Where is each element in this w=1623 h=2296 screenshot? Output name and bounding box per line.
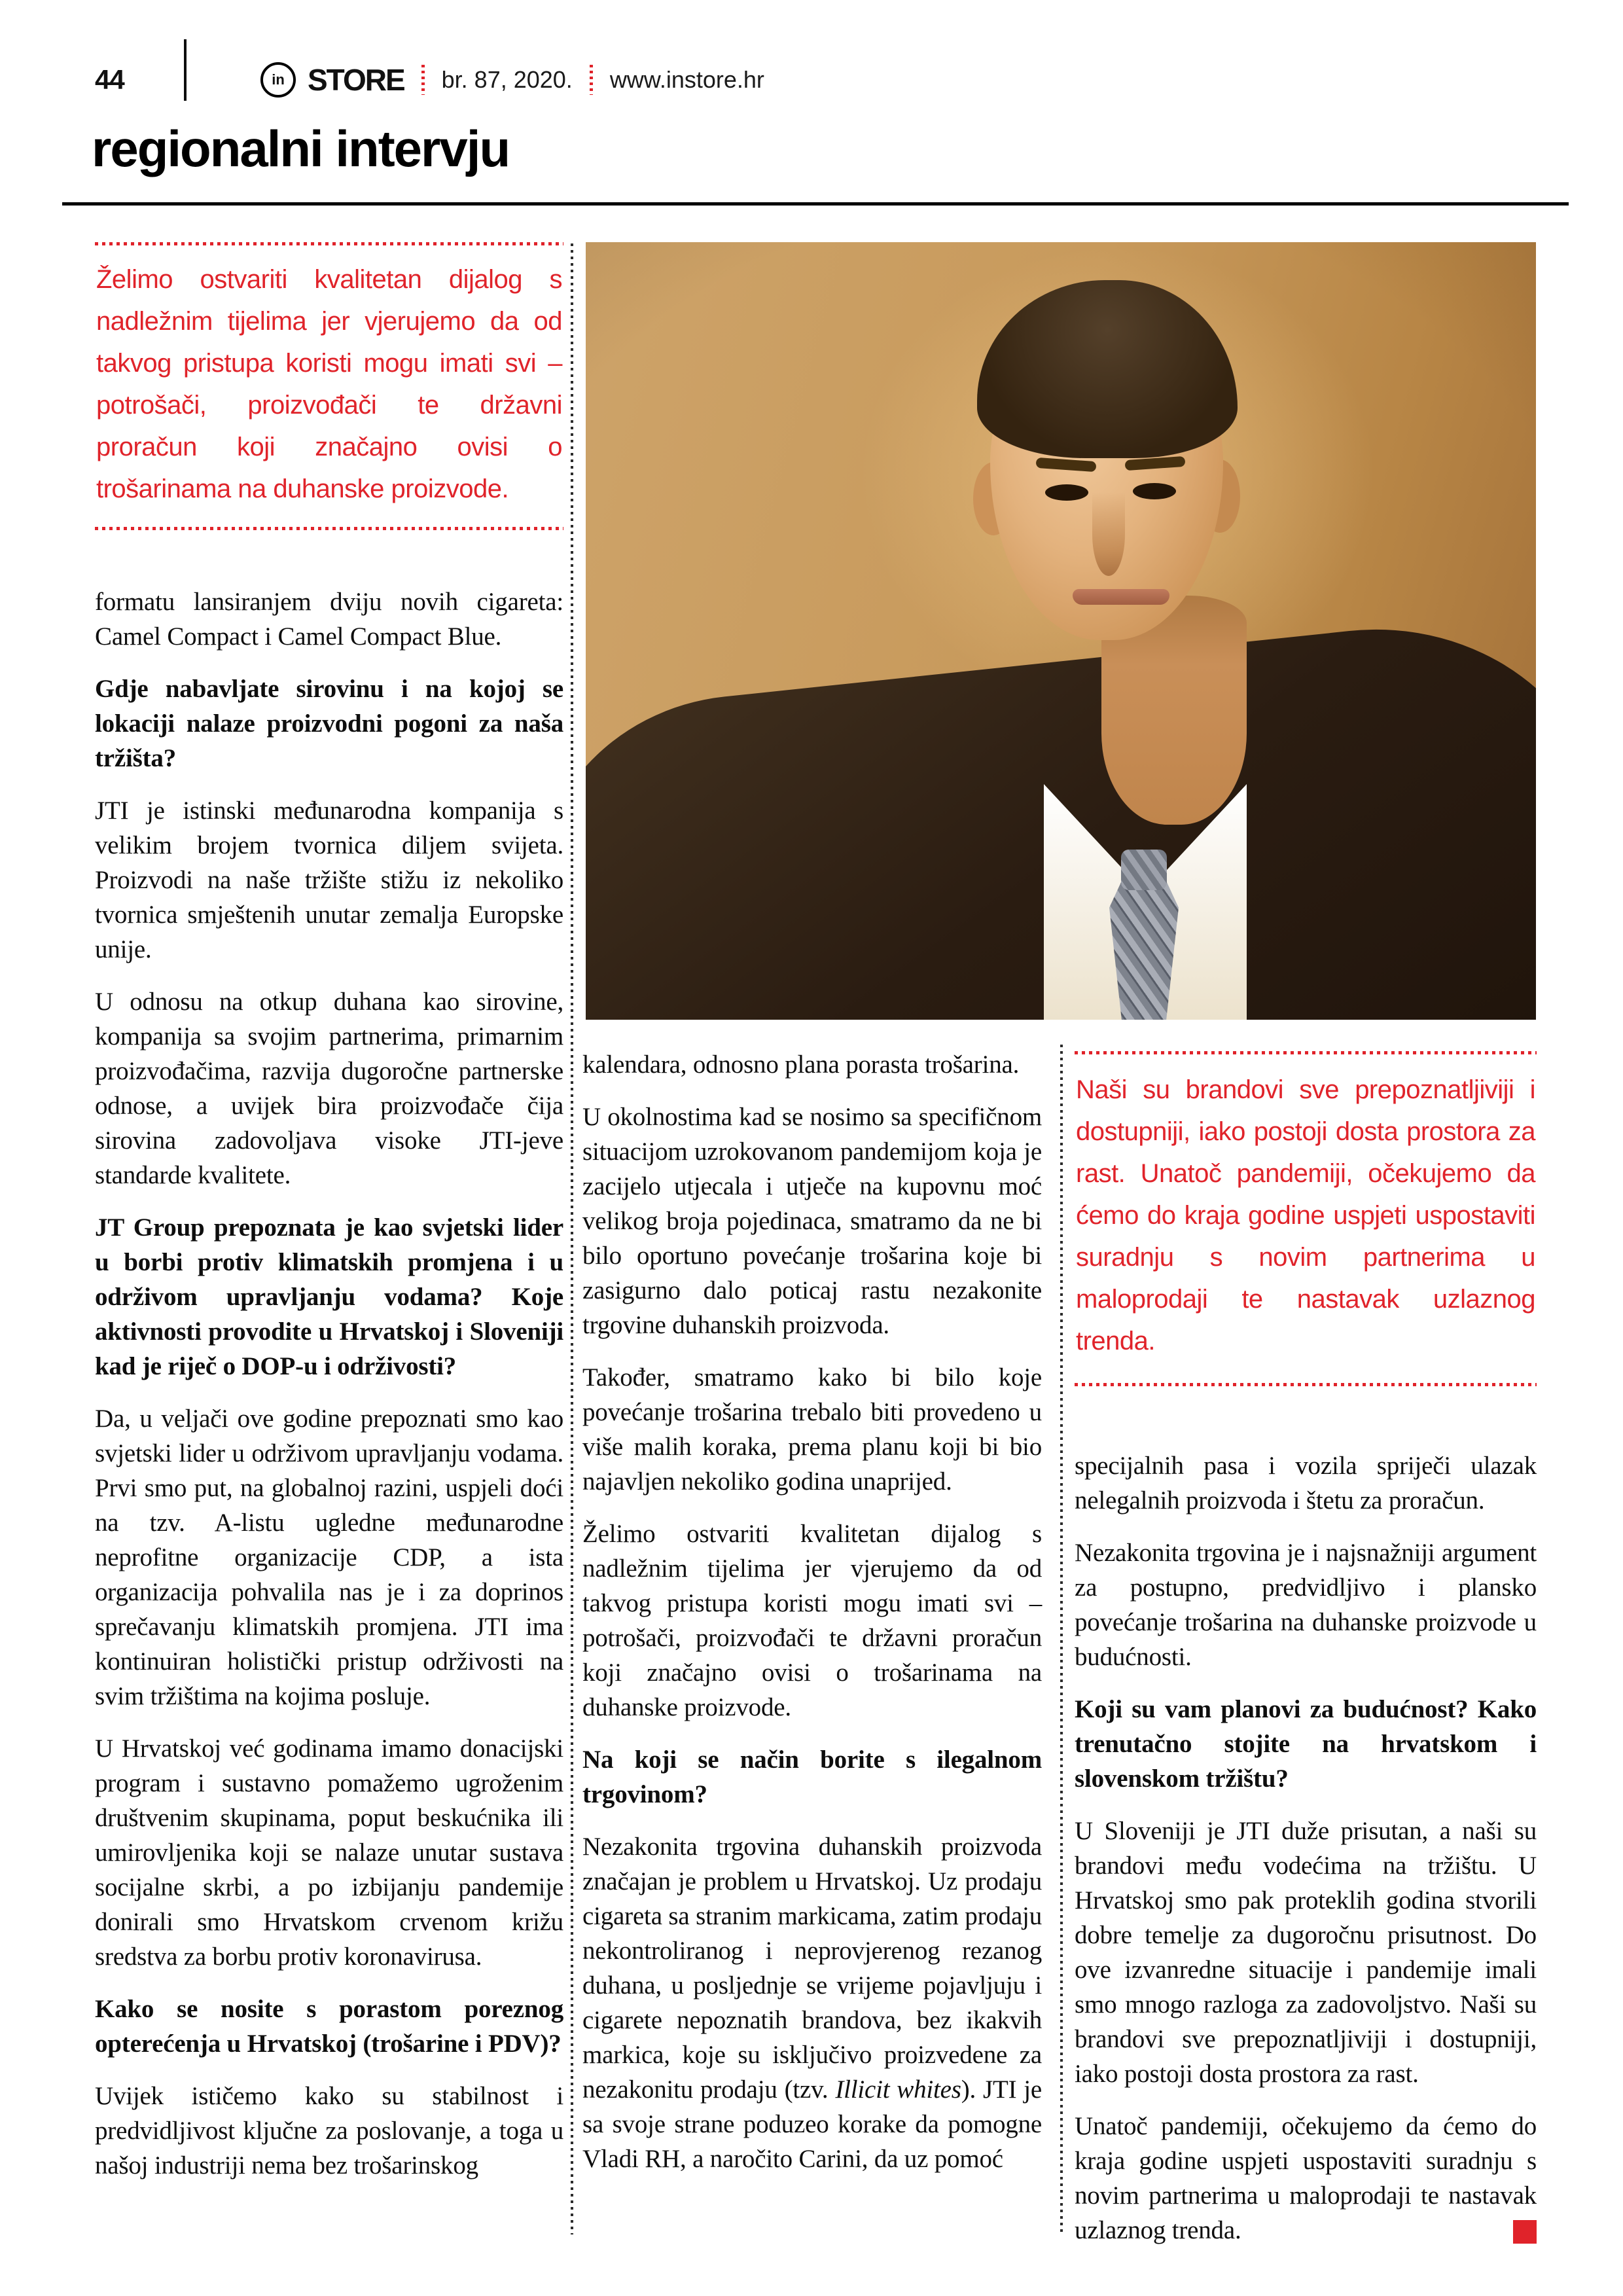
- paragraph: JTI je istinski međunarodna kompanija s velikim brojem tvornica diljem svijeta. Proizvodi na naše tržište stižu iz nekoliko tvornica smještenih unutar zemalja Europske unije.: [95, 797, 563, 963]
- paragraph: Želimo ostvariti kvalitetan dijalog s nadležnim tijelima jer vjerujemo da od takvog pristupa koristi mogu imati svi – potrošači, proizvođači te državni proračun koji značajno ovisi o trošarinama na duhanske proizvode.: [582, 1520, 1042, 1721]
- interview-question: Koji su vam planovi za budućnost? Kako trenutačno stojite na hrvatskom i slovenskom tržištu?: [1075, 1695, 1537, 1793]
- paragraph: U Sloveniji je JTI duže prisutan, a naši su brandovi među vodećima na tržištu. U Hrvatskoj smo pak proteklih godina stvorili dobre temelje za dugoročnu prisutnost. Do ove izvanredne situacije i pandemije imali smo mnogo razloga za zadovoljstvo. Naši su brandovi sve prepoznatljiviji i dostupniji, iako postoji dosta prostora za rast.: [1075, 1817, 1537, 2088]
- column-divider: [571, 243, 573, 2234]
- interview-question: Gdje nabavljate sirovinu i na kojoj se lokaciji nalaze proizvodni pogoni za naša tržišta?: [95, 675, 563, 772]
- article-column-left: [95, 584, 563, 2183]
- paragraph: U Hrvatskoj već godinama imamo donacijski program i sustavno pomažemo ugroženim društvenim skupinama, poput beskućnika ili umirovljenika koji se nalaze unutar sustava socijalne skrbi, a po izbijanju pandemije donirali smo Hrvatskom crvenom križu sredstva za borbu protiv koronavirusa.: [95, 1734, 563, 1971]
- logo-circle-text: in: [272, 71, 285, 88]
- photo-tie-knot: [1121, 850, 1167, 890]
- paragraph: kalendara, odnosno plana porasta trošarina.: [582, 1050, 1020, 1079]
- photo-mouth: [1073, 589, 1169, 605]
- logo-wordmark: STORE: [308, 63, 404, 97]
- red-dotted-separator-icon: [590, 65, 593, 95]
- pull-quote-text: Naši su brandovi sve prepoznatljiviji i dostupniji, iako postoji dosta prostora za rast. Unatoč pandemiji, očekujemo da ćemo do kraja godine uspjeti uspostaviti suradnju s novim partnerima u maloprodaji te nastavak uzlaznog trenda.: [1076, 1075, 1535, 1355]
- photo-eye: [1133, 483, 1176, 499]
- photo-nose: [1092, 492, 1125, 576]
- paragraph: formatu lansiranjem dviju novih cigareta: Camel Compact i Camel Compact Blue.: [95, 588, 563, 651]
- photo-eye: [1045, 484, 1088, 501]
- photo-hair: [977, 280, 1238, 458]
- paragraph: [582, 1829, 1042, 2176]
- section-title: regionalni intervju: [92, 120, 510, 177]
- article-column-middle: [582, 1047, 1042, 2176]
- italic-phrase: Illicit whites: [835, 2075, 961, 2104]
- interview-question: Na koji se način borite s ilegalnom trgovinom?: [582, 1746, 1042, 1808]
- column-divider: [1060, 1045, 1063, 2234]
- paragraph: Uvijek ističemo kako su stabilnost i predvidljivost ključne za poslovanje, a toga u našoj industriji nema bez trošarinskog: [95, 2082, 563, 2179]
- magazine-brand-header: [260, 63, 764, 97]
- paragraph: Da, u veljači ove godine prepoznati smo kao svjetski lider u održivom upravljanju vodama. Prvi smo put, na globalnoj razini, uspjeli doći na tzv. A-listu ugledne međunarodne neprofitne organizacije CDP, a ista organizacija pohvalila nas je i za doprinos sprečavanju klimatskih promjena. JTI ima kontinuiran holistički pristup održivosti na svim tržištima na kojima posluje.: [95, 1405, 563, 1710]
- paragraph: U odnosu na otkup duhana kao sirovine, kompanija sa svojim partnerima, primarnim proizvođačima, razvija dugoročne partnerske odnose, a uvijek bira proizvođače čija sirovina zadovoljava visoke JTI-jeve standarde kvalitete.: [95, 988, 563, 1189]
- photo-tie: [1109, 872, 1179, 1020]
- paragraph-text: Unatoč pandemiji, očekujemo da ćemo do kraja godine uspjeti uspostaviti suradnju s novim partnerima u maloprodaji te nastavak uzlaznog trenda.: [1075, 2112, 1537, 2244]
- instore-logo-icon: [260, 62, 296, 98]
- paragraph-text: ). JTI je sa svoje strane poduzeo korake da pomogne Vladi RH, a naročito Carini, da uz pomoć: [582, 2075, 1042, 2173]
- red-dotted-rule: [1075, 1383, 1537, 1386]
- issue-label: br. 87, 2020.: [441, 66, 573, 93]
- title-rule: [62, 202, 1569, 206]
- article-column-right: [1075, 1448, 1537, 2248]
- interviewee-portrait-photo: [586, 242, 1536, 1020]
- pull-quote-left: [95, 242, 563, 530]
- paragraph: U okolnostima kad se nosimo sa specifičnom situacijom uzrokovanom pandemijom koja je zacijelo utjecala i utječe na kupovnu moć velikog broja pojedinaca, smatramo da ne bi bilo oportuno povećanje trošarina koje bi zasigurno dalo poticaj rastu nezakonite trgovine duhanskih proizvoda.: [582, 1103, 1042, 1339]
- pull-quote-text: Želimo ostvariti kvalitetan dijalog s nadležnim tijelima jer vjerujemo da od takvog pristupa koristi mogu imati svi – potrošači, proizvođači te državni proračun koji značajno ovisi o trošarinama na duhanske proizvode.: [96, 265, 562, 503]
- paragraph: [1075, 2109, 1537, 2248]
- interview-question: Kako se nosite s porastom poreznog opterećenja u Hrvatskoj (trošarine i PDV)?: [95, 1995, 563, 2058]
- paragraph-text: Nezakonita trgovina duhanskih proizvoda značajan je problem u Hrvatskoj. Uz prodaju cigareta sa stranim markicama, zatim prodaju nekontroliranog i neprovjerenog rezanog duhana, u posljednje se vrijeme pojavljuju i cigarete nepoznatih brandova, bez ikakvih markica, koje su isključivo proizvedene za nezakonitu prodaju (tzv.: [582, 1833, 1042, 2104]
- paragraph: Nezakonita trgovina je i najsnažniji argument za postupno, predvidljivo i plansko povećanje trošarina na duhanske proizvode u budućnosti.: [1075, 1539, 1537, 1671]
- red-dotted-rule: [95, 527, 563, 530]
- page-number: 44: [95, 64, 124, 95]
- article-end-mark: [1513, 2220, 1537, 2244]
- paragraph: specijalnih pasa i vozila spriječi ulazak nelegalnih proizvoda i štetu za proračun.: [1075, 1452, 1537, 1515]
- website-url: www.instore.hr: [609, 66, 764, 93]
- paragraph: Također, smatramo kako bi bilo koje povećanje trošarina trebalo biti provedeno u više malih koraka, prema planu koji bi bio najavljen nekoliko godina unaprijed.: [582, 1363, 1042, 1496]
- interview-question: JT Group prepoznata je kao svjetski lider u borbi protiv klimatskih promjena i u održivom upravljanju vodama? Koje aktivnosti provodite u Hrvatskoj i Sloveniji kad je riječ o DOP-u i održivosti?: [95, 1213, 563, 1380]
- pull-quote-right: [1075, 1051, 1537, 1386]
- red-dotted-separator-icon: [421, 65, 425, 95]
- header-divider-line: [184, 39, 187, 101]
